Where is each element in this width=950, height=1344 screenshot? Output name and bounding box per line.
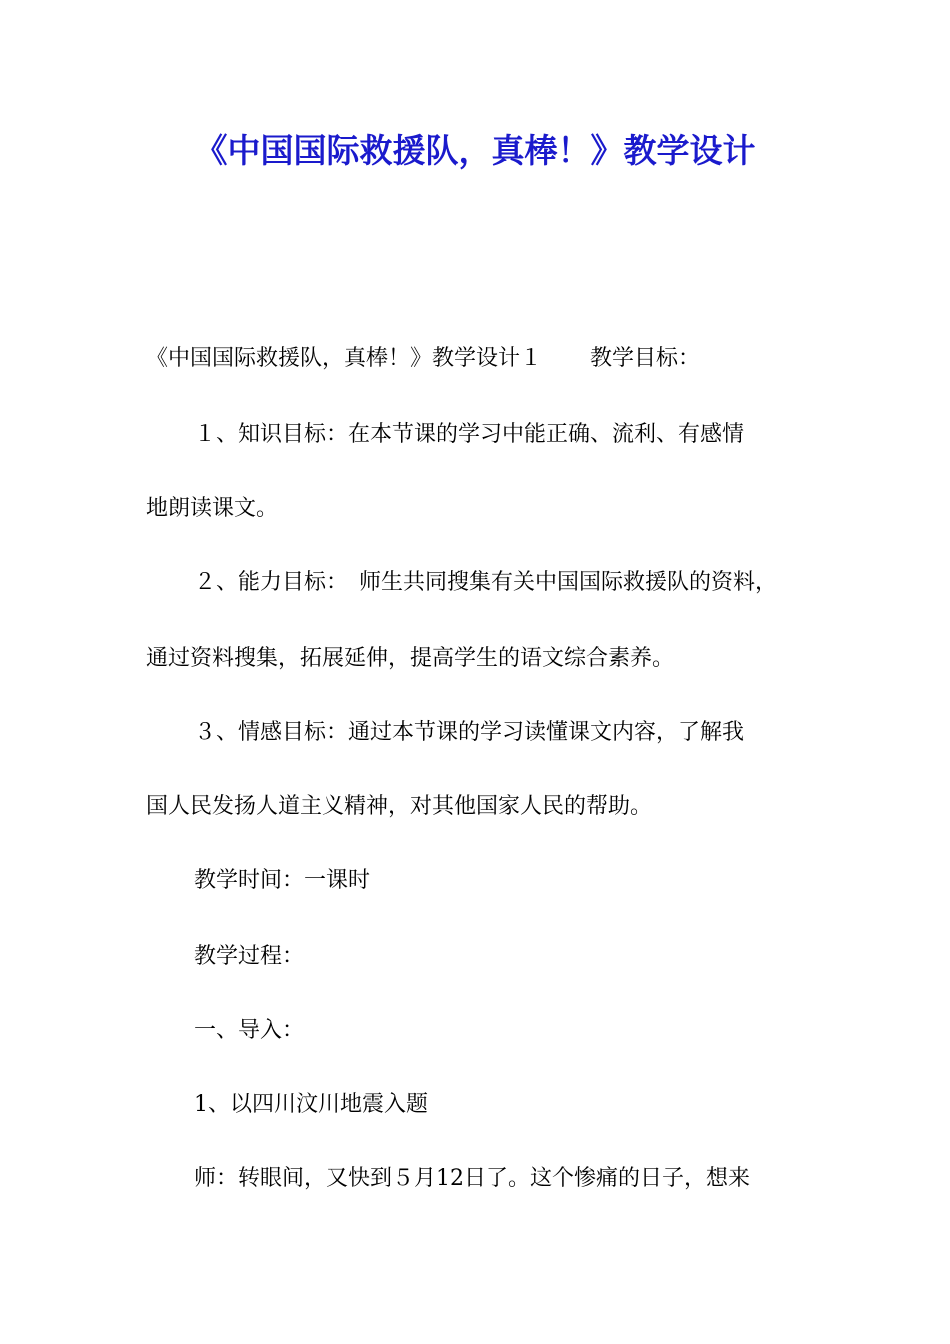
teaching-process: 教学过程： (194, 944, 305, 969)
goal-emotion-line-1: ３、情感目标：通过本节课的学习读懂课文内容，了解我 (194, 720, 745, 745)
section-intro-heading: 一、导入： (194, 1018, 305, 1043)
goal-knowledge-line-1: １、知识目标：在本节课的学习中能正确、流利、有感情 (194, 422, 745, 447)
intro-goals-label: 教学目标： (590, 346, 701, 371)
intro-heading: 《中国国际救援队，真棒！》教学设计１ (146, 346, 543, 371)
goal-emotion-line-2: 国人民发扬人道主义精神，对其他国家人民的帮助。 (146, 794, 653, 819)
goal-knowledge-line-2: 地朗读课文。 (146, 496, 279, 521)
section-intro-item-1: 1、以四川汶川地震入题 (194, 1092, 428, 1117)
document-title: 《中国国际救援队，真棒！》教学设计 (194, 131, 756, 170)
goal-ability-line-2: 通过资料搜集，拓展延伸，提高学生的语文综合素养。 (146, 646, 675, 671)
intro-line (146, 344, 700, 374)
teaching-time: 教学时间：一课时 (194, 868, 371, 893)
goal-ability-line-1: ２、能力目标： 师生共同搜集有关中国国际救援队的资料， (194, 570, 778, 595)
teacher-speech: 师：转眼间，又快到５月12日了。这个惨痛的日子，想来 (194, 1166, 750, 1191)
